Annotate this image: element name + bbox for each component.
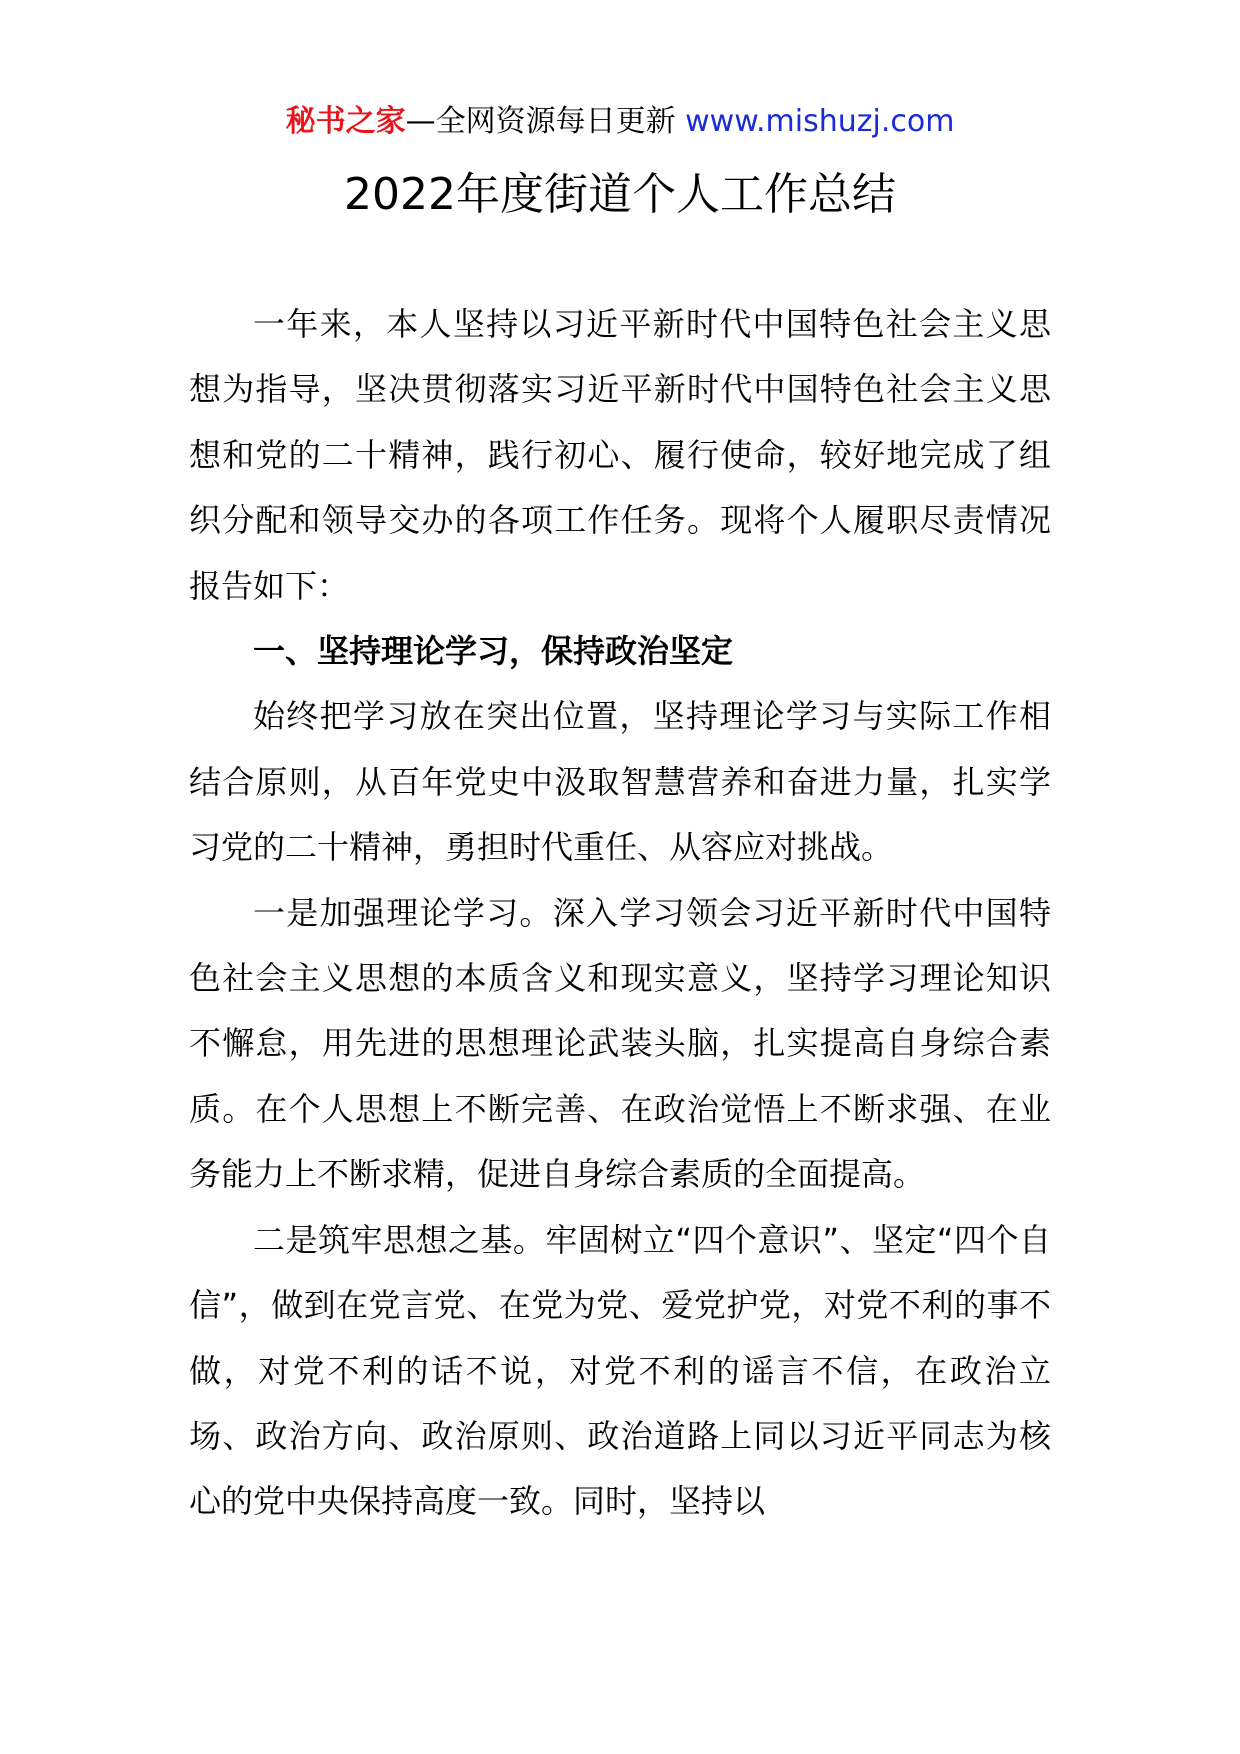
document-body [189,292,1051,1535]
brand-name: 秘书之家 [285,104,406,139]
section-heading-1: 一、坚持理论学习，保持政治坚定 [253,632,734,671]
document-title: 2022年度街道个人工作总结 [344,169,896,220]
paragraph-point-1: 一是加强理论学习。深入学习领会习近平新时代中国特色社会主义思想的本质含义和现实意义，坚持学习理论知识不懈怠，用先进的思想理论武装头脑，扎实提高自身综合素质。在个人思想上不断完善、在政治觉悟上不断求强、在业务能力上不断求精，促进自身综合素质的全面提高。 [189,893,1051,1194]
site-header [0,100,1240,144]
site-url-link[interactable]: www.mishuzj.com [685,104,955,139]
header-tagline: —全网资源每日更新 [405,104,676,139]
paragraph-intro: 一年来，本人坚持以习近平新时代中国特色社会主义思想为指导，坚决贯彻落实习近平新时代中国特色社会主义思想和党的二十精神，践行初心、履行使命，较好地完成了组织分配和领导交办的各项工作任务。现将个人履职尽责情况报告如下： [189,305,1051,605]
paragraph-section-1: 始终把学习放在突出位置，坚持理论学习与实际工作相结合原则，从百年党史中汲取智慧营养和奋进力量，扎实学习党的二十精神，勇担时代重任、从容应对挑战。 [189,697,1051,867]
paragraph-point-2: 二是筑牢思想之基。牢固树立“四个意识”、坚定“四个自信”，做到在党言党、在党为党、爱党护党，对党不利的事不做，对党不利的话不说，对党不利的谣言不信，在政治立场、政治方向、政治原则、政治道路上同以习近平同志为核心的党中央保持高度一致。同时，坚持以 [189,1220,1051,1521]
